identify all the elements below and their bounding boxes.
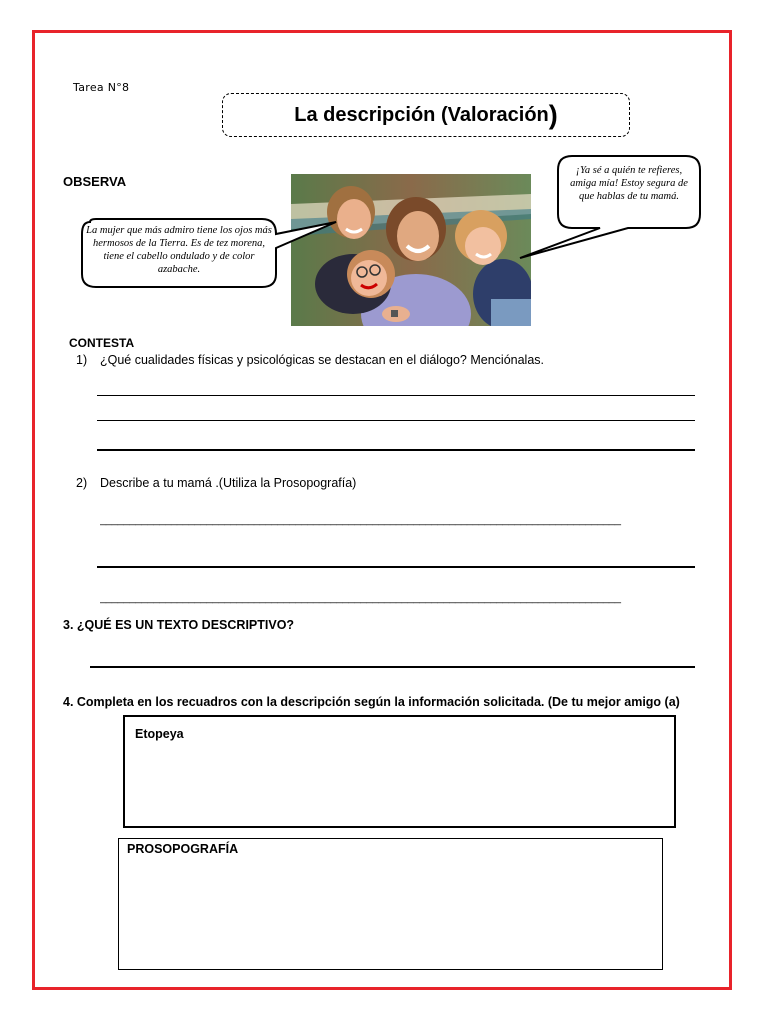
answer-line[interactable] (90, 666, 695, 668)
contesta-heading: CONTESTA (69, 336, 135, 350)
observa-heading: OBSERVA (63, 174, 127, 189)
answer-line[interactable] (97, 420, 695, 421)
assignment-number: Tarea N°8 (73, 81, 130, 94)
left-bubble-text: La mujer que más admiro tiene los ojos más hermosos de la Tierra. Es de tez morena, tiene el cabello ondulado y de color azabache. (86, 225, 272, 275)
title-closing-paren: ) (548, 99, 558, 130)
answer-line[interactable] (97, 566, 695, 568)
question-4-text: 4. Completa en los recuadros con la descripción según la información solicitada. (De tu mejor amigo (a) (63, 695, 680, 709)
etopeya-box[interactable] (123, 715, 676, 828)
underscore-answer-line[interactable]: ________________________________________________________________________________________ (100, 514, 621, 526)
question-1-number: 1) (76, 353, 88, 367)
prosopografia-box[interactable] (118, 838, 663, 970)
answer-line[interactable] (97, 449, 695, 451)
page-title: La descripción (Valoración (294, 103, 549, 126)
question-2-text: Describe a tu mamá .(Utiliza la Prosopografía) (100, 476, 357, 490)
question-1-text: ¿Qué cualidades físicas y psicológicas se destacan en el diálogo? Menciónalas. (100, 353, 545, 367)
right-bubble-text: ¡Ya sé a quién te refieres, amiga mía! Estoy segura de que hablas de tu mamá. (570, 165, 688, 202)
question-2-number: 2) (76, 476, 88, 490)
question-3-text: 3. ¿QUÉ ES UN TEXTO DESCRIPTIVO? (63, 618, 295, 632)
etopeya-label: Etopeya (135, 727, 184, 741)
prosopografia-label: PROSOPOGRAFÍA (127, 842, 239, 856)
underscore-answer-line[interactable]: ________________________________________________________________________________________ (100, 592, 621, 604)
answer-line[interactable] (97, 395, 695, 396)
